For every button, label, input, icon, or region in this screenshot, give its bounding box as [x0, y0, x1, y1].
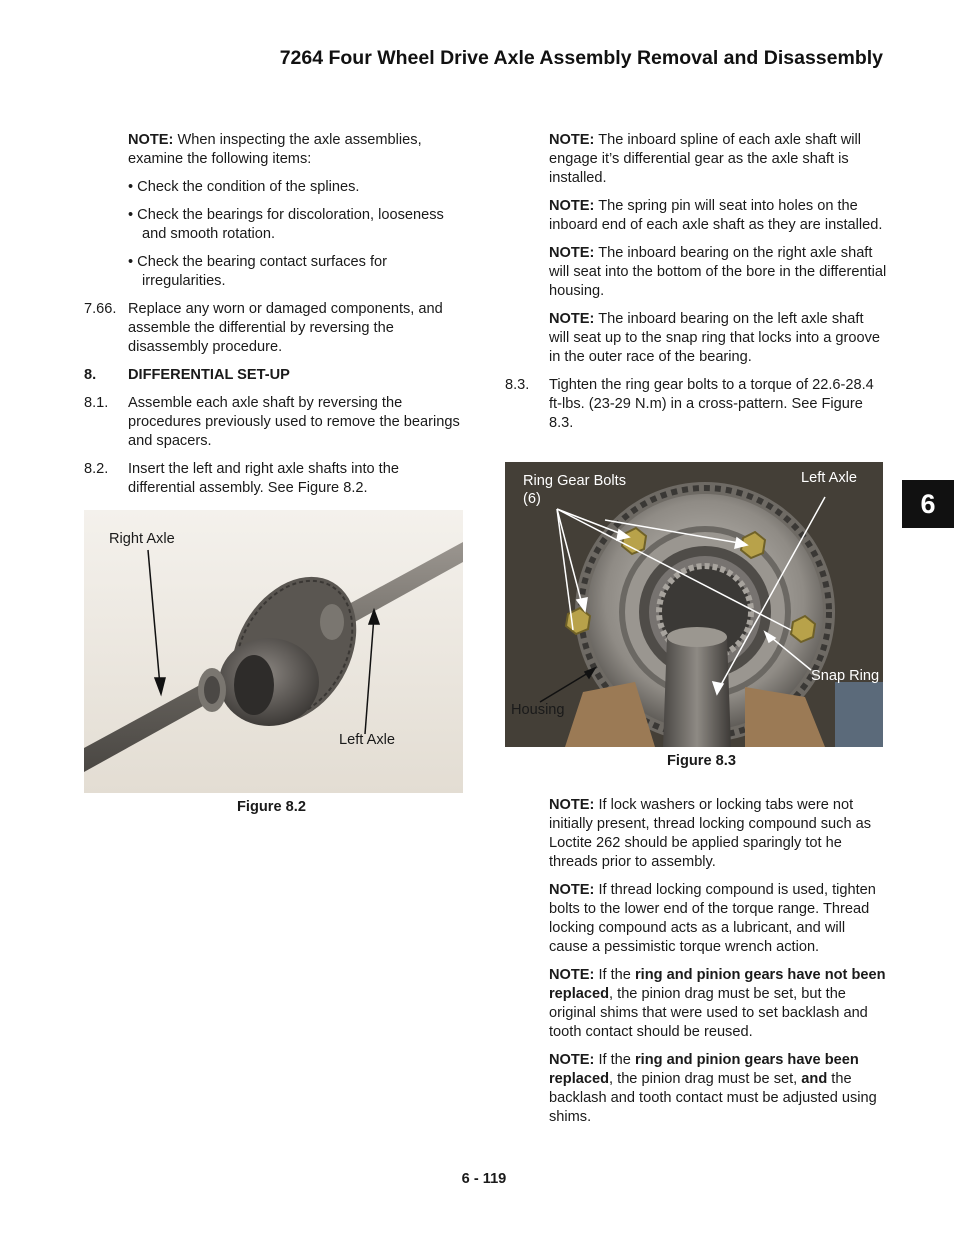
section-heading: 8. DIFFERENTIAL SET-UP — [84, 367, 290, 383]
bullet-item: • Check the condition of the splines. — [128, 179, 360, 195]
note-left-bearing: NOTE: The inboard bearing on the left axle shaft will seat up to the snap ring that locks into a groove in the outer race of the bearing. — [549, 311, 880, 365]
left-column — [84, 131, 464, 507]
note-thread-locking: NOTE: If thread locking compound is used, tighten bolts to the lower end of the torque range. Thread locking compound acts as a lubricant, and will cause a pessimistic torque wrench action. — [549, 882, 876, 955]
step-8-3: 8.3. Tighten the ring gear bolts to a torque of 22.6-28.4 ft-lbs. (23-29 N.m) in a cross-pattern. See Figure 8.3. — [505, 377, 874, 431]
step-8-1: 8.1. Assemble each axle shaft by reversing the procedures previously used to remove the bearings and spacers. — [84, 395, 460, 449]
bullet-item: • Check the bearing contact surfaces for irregularities. — [128, 254, 388, 289]
note-gears-not-replaced: NOTE: If the ring and pinion gears have not been replaced, the pinion drag must be set, but the original shims that were used to set backlash and tooth contact should be reused. — [549, 967, 886, 1040]
figure-8-2-photo — [84, 510, 463, 793]
label-right-axle: Right Axle — [109, 531, 175, 547]
note-inspection: NOTE: When inspecting the axle assemblies, examine the following items: — [128, 132, 422, 167]
label-housing: Housing — [511, 702, 565, 718]
label-bolt-count: (6) — [523, 491, 541, 507]
label-left-axle: Left Axle — [801, 470, 857, 486]
bullet-item: • Check the bearings for discoloration, looseness and smooth rotation. — [128, 207, 444, 242]
section-tab: 6 — [902, 480, 954, 528]
page-title: 7264 Four Wheel Drive Axle Assembly Removal and Disassembly — [279, 47, 883, 69]
note-lock-washers: NOTE: If lock washers or locking tabs were not initially present, thread locking compound such as Loctite 262 should be applied sparingly tot he threads prior to assembly. — [549, 797, 872, 870]
label-snap-ring: Snap Ring — [811, 668, 880, 684]
note-right-bearing: NOTE: The inboard bearing on the right axle shaft will seat into the bottom of the bore in the differential housing. — [549, 245, 887, 299]
right-column — [505, 131, 887, 442]
page-number: 6 - 119 — [461, 1171, 507, 1187]
right-column-lower — [505, 796, 887, 1136]
axle-photo — [84, 510, 463, 793]
step-7-66: 7.66. Replace any worn or damaged components, and assemble the differential by reversing the disassembly procedure. — [84, 301, 443, 355]
label-ring-gear-bolts: Ring Gear Bolts — [523, 473, 627, 489]
label-left-axle: Left Axle — [339, 732, 395, 748]
figure-8-2-caption: Figure 8.2 — [237, 799, 306, 815]
figure-8-3-photo — [505, 462, 883, 747]
note-spring-pin: NOTE: The spring pin will seat into holes on the inboard end of each axle shaft as they are installed. — [549, 198, 883, 233]
step-8-2: 8.2. Insert the left and right axle shafts into the differential assembly. See Figure 8.2. — [84, 461, 399, 496]
note-spline: NOTE: The inboard spline of each axle shaft will engage it’s differential gear as the axle shaft is installed. — [549, 132, 862, 186]
note-gears-replaced: NOTE: If the ring and pinion gears have been replaced, the pinion drag must be set, and the backlash and tooth contact must be adjusted using shims. — [549, 1052, 877, 1125]
figure-8-3-caption: Figure 8.3 — [667, 753, 736, 769]
